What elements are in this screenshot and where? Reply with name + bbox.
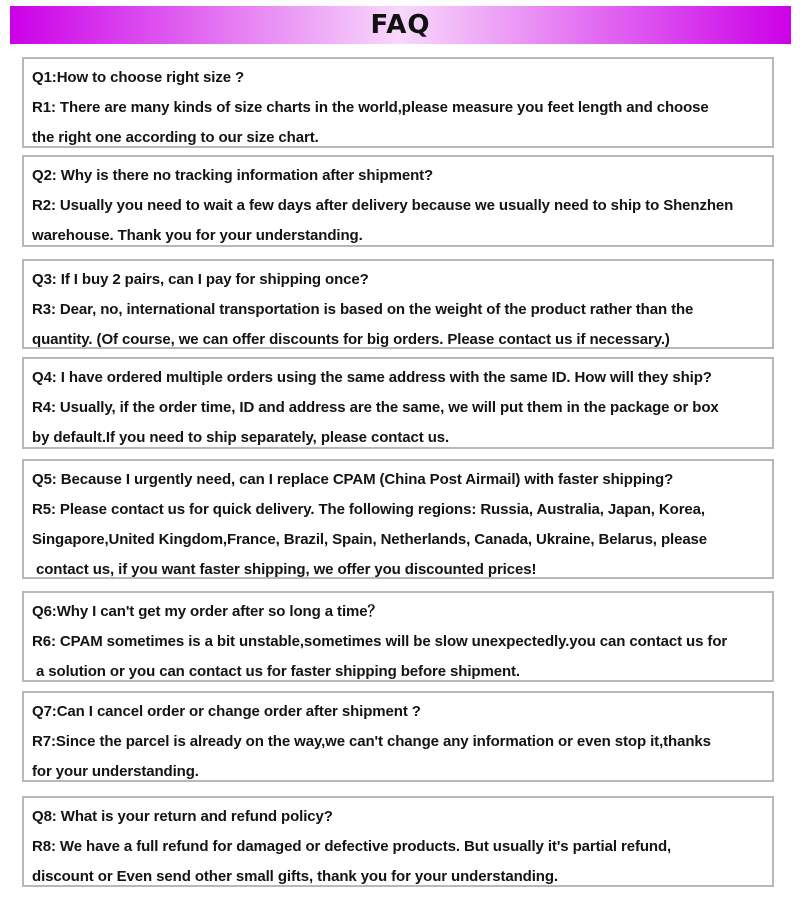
faq-question: Q7:Can I cancel order or change order after shipment ? bbox=[32, 703, 421, 720]
faq-answer-line: by default.If you need to ship separately, please contact us. bbox=[32, 429, 450, 446]
faq-answer-line: the right one according to our size chart. bbox=[32, 129, 319, 146]
faq-header-banner bbox=[10, 6, 791, 44]
faq-item-q5 bbox=[22, 459, 774, 579]
faq-answer-line: R1: There are many kinds of size charts in the world,please measure you feet length and choose bbox=[32, 99, 709, 116]
faq-answer-line: contact us, if you want faster shipping, we offer you discounted prices! bbox=[36, 561, 537, 578]
faq-item-q1 bbox=[22, 57, 774, 148]
faq-item-q2 bbox=[22, 155, 774, 247]
faq-answer-line: R3: Dear, no, international transportation is based on the weight of the product rather than the bbox=[32, 301, 694, 318]
faq-item-q4 bbox=[22, 357, 774, 449]
page-title: FAQ bbox=[370, 10, 431, 40]
faq-item-q3 bbox=[22, 259, 774, 349]
faq-item-q7 bbox=[22, 691, 774, 782]
faq-answer-line: R8: We have a full refund for damaged or defective products. But usually it's partial refund, bbox=[32, 838, 672, 855]
faq-answer-line: quantity. (Of course, we can offer discounts for big orders. Please contact us if necessary.) bbox=[32, 331, 670, 348]
faq-question: Q6:Why I can't get my order after so long a time？ bbox=[32, 603, 383, 620]
faq-answer-line: warehouse. Thank you for your understanding. bbox=[32, 227, 363, 244]
faq-question: Q3: If I buy 2 pairs, can I pay for shipping once? bbox=[32, 271, 369, 288]
faq-answer-line: R6: CPAM sometimes is a bit unstable,sometimes will be slow unexpectedly.you can contact us for bbox=[32, 633, 728, 650]
faq-answer-line: R7:Since the parcel is already on the way,we can't change any information or even stop it,thanks bbox=[32, 733, 711, 750]
faq-answer-line: for your understanding. bbox=[32, 763, 199, 780]
faq-answer-line: Singapore,United Kingdom,France, Brazil, Spain, Netherlands, Canada, Ukraine, Belarus, please bbox=[32, 531, 708, 548]
faq-question: Q4: I have ordered multiple orders using the same address with the same ID. How will they ship? bbox=[32, 369, 712, 386]
faq-question: Q5: Because I urgently need, can I replace CPAM (China Post Airmail) with faster shipping? bbox=[32, 471, 674, 488]
faq-question: Q2: Why is there no tracking information after shipment? bbox=[32, 167, 434, 184]
faq-answer-line: R4: Usually, if the order time, ID and address are the same, we will put them in the package or box bbox=[32, 399, 719, 416]
faq-item-q8 bbox=[22, 796, 774, 887]
faq-answer-line: R2: Usually you need to wait a few days after delivery because we usually need to ship to Shenzhen bbox=[32, 197, 734, 214]
faq-answer-line: a solution or you can contact us for faster shipping before shipment. bbox=[36, 663, 520, 680]
faq-question: Q1:How to choose right size ? bbox=[32, 69, 245, 86]
faq-answer-line: R5: Please contact us for quick delivery. The following regions: Russia, Australia, Japan, Korea, bbox=[32, 501, 705, 518]
faq-answer-line: discount or Even send other small gifts, thank you for your understanding. bbox=[32, 868, 558, 885]
faq-question: Q8: What is your return and refund policy? bbox=[32, 808, 333, 825]
faq-item-q6 bbox=[22, 591, 774, 682]
